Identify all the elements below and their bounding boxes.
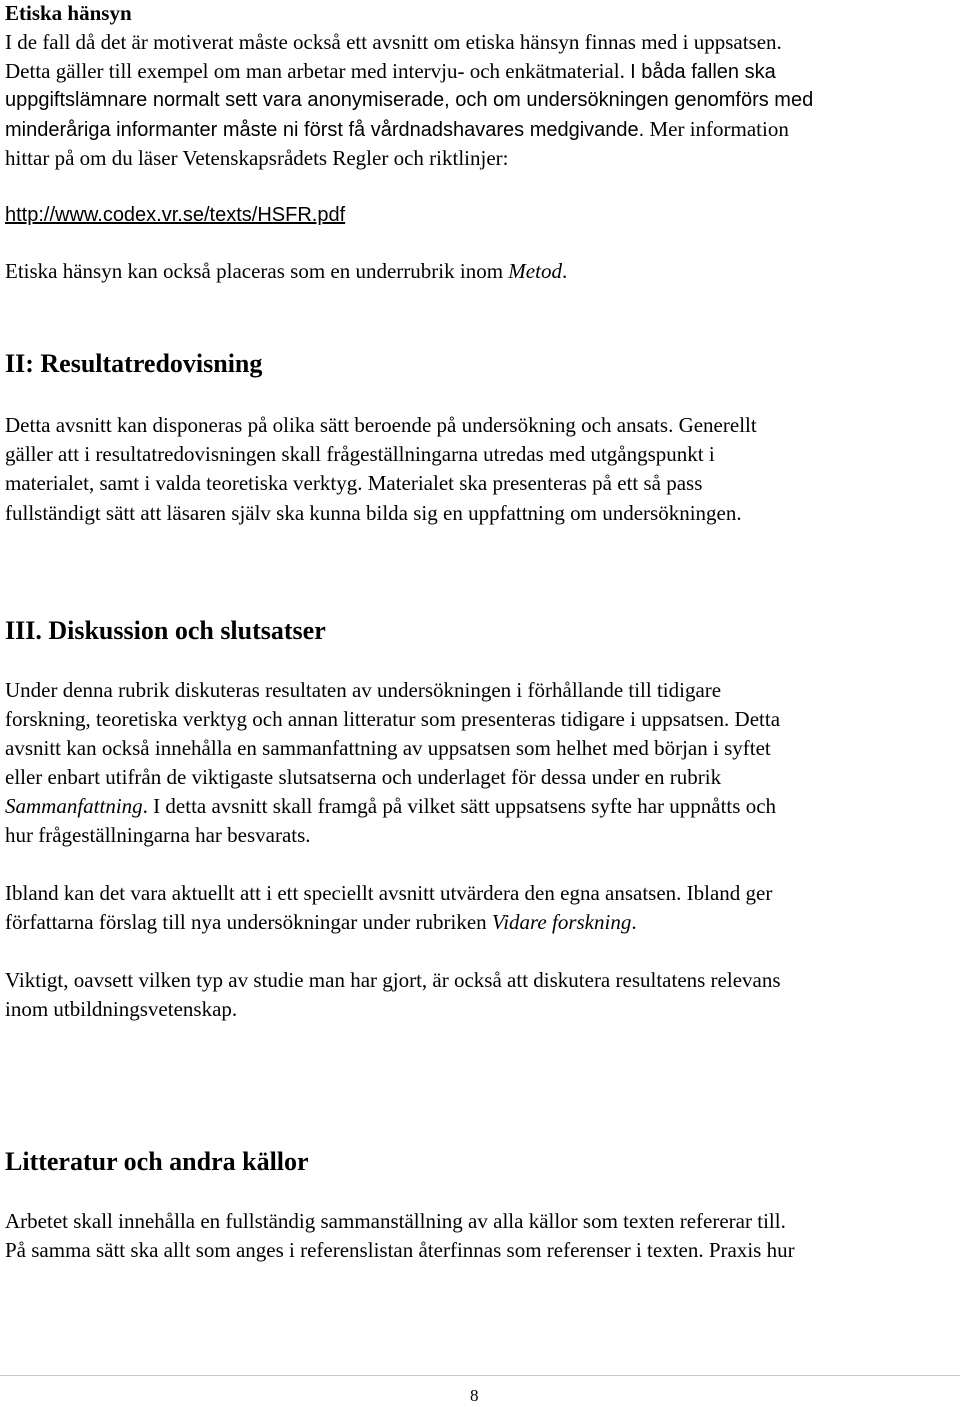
literature-line-2: På samma sätt ska allt som anges i referenslistan återfinnas som referenser i texten. Praxis hur [5, 1238, 795, 1262]
discussion-p2-line-2-text: författarna förslag till nya undersökningar under rubriken [5, 910, 492, 934]
ethics-line-4-serif: Mer information [644, 117, 789, 141]
ethics-note-emphasis: Metod [508, 259, 562, 283]
discussion-p3-line-2: inom utbildningsvetenskap. [5, 997, 238, 1021]
results-line-1: Detta avsnitt kan disponeras på olika sätt beroende på undersökning och ansats. Generellt [5, 413, 757, 437]
ethics-note-text: Etiska hänsyn kan också placeras som en underrubrik inom [5, 259, 509, 283]
discussion-p1-line-2: forskning, teoretiska verktyg och annan litteratur som presenteras tidigare i uppsatsen. Detta [5, 707, 781, 731]
page-number: 8 [470, 1386, 479, 1405]
ethics-note-period: . [561, 259, 568, 283]
literature-line-1: Arbetet skall innehålla en fullständig sammanställning av alla källor som texten refererar till. [5, 1209, 786, 1233]
discussion-p1-line-6: hur frågeställningarna har besvarats. [5, 823, 311, 847]
heading-literature: Litteratur och andra källor [5, 1147, 309, 1176]
discussion-emphasis-further-research: Vidare forskning [491, 910, 632, 934]
ethics-note [5, 257, 567, 286]
discussion-p2-line-2 [5, 908, 637, 937]
results-line-2: gäller att i resultatredovisningen skall frågeställningarna utredas med utgångspunkt i [5, 442, 715, 466]
ethics-line-1: I de fall då det är motiverat måste också ett avsnitt om etiska hänsyn finnas med i uppsatsen. [5, 30, 782, 54]
discussion-p1-line-5 [5, 792, 776, 821]
ethics-line-5: hittar på om du läser Vetenskapsrådets Regler och riktlinjer: [5, 146, 509, 170]
discussion-p2-line-2-period: . [631, 910, 637, 934]
ethics-line-3: uppgiftslämnare normalt sett vara anonymiserade, och om undersökningen genomförs med [5, 89, 814, 111]
hsfr-link[interactable]: http://www.codex.vr.se/texts/HSFR.pdf [5, 204, 346, 226]
heading-ethics: Etiska hänsyn [5, 1, 132, 25]
ethics-line-4-sans: minderåriga informanter måste ni först få vårdnadshavares medgivande. [5, 119, 645, 141]
ethics-link-row [5, 200, 345, 230]
results-line-4: fullständigt sätt att läsaren själv ska kunna bilda sig en uppfattning om undersökningen. [5, 501, 742, 525]
discussion-p1-line-4: eller enbart utifrån de viktigaste slutsatserna och underlaget för dessa under en rubrik [5, 765, 722, 789]
discussion-p1-line-5-text: . I detta avsnitt skall framgå på vilket sätt uppsatsens syfte har uppnåtts och [142, 794, 777, 818]
discussion-p1-line-3: avsnitt kan också innehålla en sammanfattning av uppsatsen som helhet med början i syftet [5, 736, 771, 760]
ethics-line-2-serif: Detta gäller till exempel om man arbetar med intervju- och enkätmaterial. [5, 59, 631, 83]
discussion-p1-line-1: Under denna rubrik diskuteras resultaten av undersökningen i förhållande till tidigare [5, 678, 722, 702]
footer-divider [0, 1375, 960, 1376]
results-line-3: materialet, samt i valda teoretiska verktyg. Materialet ska presenteras på ett så pass [5, 471, 703, 495]
discussion-p3-line-1: Viktigt, oavsett vilken typ av studie man har gjort, är också att diskutera resultatens relevans [5, 968, 781, 992]
ethics-line-2-sans: I båda fallen ska [630, 61, 776, 83]
heading-discussion: III. Diskussion och slutsatser [5, 616, 326, 645]
heading-results: II: Resultatredovisning [5, 349, 263, 378]
ethics-line-2 [5, 57, 776, 87]
ethics-line-4 [5, 115, 789, 145]
discussion-emphasis-summary: Sammanfattning [5, 794, 143, 818]
discussion-p2-line-1: Ibland kan det vara aktuellt att i ett speciellt avsnitt utvärdera den egna ansatsen. Ibland ger [5, 881, 773, 905]
